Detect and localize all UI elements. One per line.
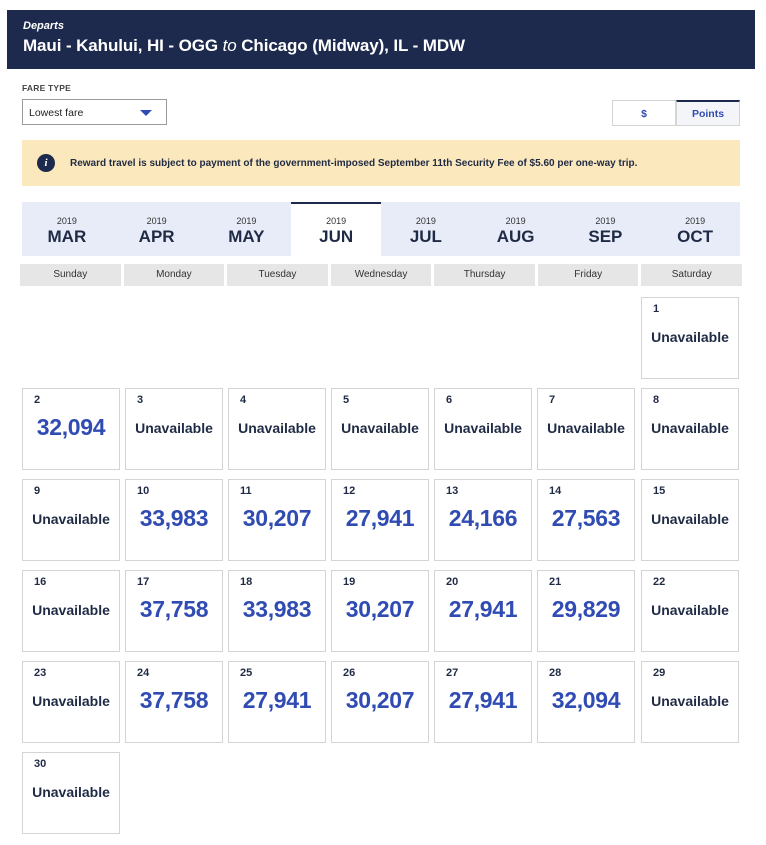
fare-points-value: 24,166	[448, 505, 518, 531]
month-tab-sep[interactable]	[561, 202, 651, 256]
month-tab-year: 2019	[595, 216, 616, 226]
fare-points-value: 27,941	[242, 687, 312, 713]
flight-header	[7, 10, 755, 69]
month-tab-year: 2019	[236, 216, 257, 226]
fare-type-label: FARE TYPE	[22, 83, 72, 93]
departs-label: Departs	[23, 20, 64, 32]
security-fee-notice	[22, 140, 740, 186]
route-title	[23, 35, 741, 57]
calendar-day-cell[interactable]	[22, 388, 120, 470]
day-number: 20	[446, 576, 459, 588]
fare-points-value: 32,094	[36, 414, 106, 440]
calendar-day-cell[interactable]	[22, 752, 120, 834]
month-tab-jul[interactable]	[381, 202, 471, 256]
day-number: 4	[240, 394, 247, 406]
calendar-day-cell[interactable]	[434, 388, 532, 470]
month-tab-name: JUL	[409, 227, 442, 246]
day-number: 21	[549, 576, 562, 588]
calendar-day-cell[interactable]	[22, 479, 120, 561]
day-number: 6	[446, 394, 453, 406]
fare-points-value: 33,983	[242, 596, 312, 622]
day-number: 7	[549, 394, 556, 406]
month-tabs	[22, 202, 740, 256]
calendar-day-cell[interactable]	[331, 388, 429, 470]
weekday-thursday: Thursday	[434, 264, 535, 286]
day-number: 5	[343, 394, 350, 406]
day-number: 15	[653, 485, 666, 497]
day-number: 29	[653, 667, 666, 679]
calendar-day-cell[interactable]	[641, 297, 739, 379]
day-number: 30	[34, 758, 47, 770]
calendar-day-cell[interactable]	[537, 570, 635, 652]
calendar-day-cell[interactable]	[228, 479, 326, 561]
unavailable-label: Unavailable	[341, 420, 419, 436]
month-tab-may[interactable]	[202, 202, 292, 256]
fare-points-value: 30,207	[242, 505, 312, 531]
fare-type-select[interactable]	[22, 99, 167, 125]
day-number: 19	[343, 576, 356, 588]
calendar-day-cell[interactable]	[125, 388, 223, 470]
fare-points-value: 27,941	[448, 596, 518, 622]
fare-points-value: 30,207	[345, 596, 415, 622]
destination-label: Chicago (Midway), IL - MDW	[241, 36, 465, 55]
day-number: 14	[549, 485, 562, 497]
unavailable-label: Unavailable	[651, 693, 729, 709]
calendar-day-cell[interactable]	[641, 661, 739, 743]
calendar-day-cell[interactable]	[641, 479, 739, 561]
day-number: 2	[34, 394, 41, 406]
day-number: 22	[653, 576, 666, 588]
day-number: 10	[137, 485, 150, 497]
fare-points-value: 27,941	[345, 505, 415, 531]
month-tab-year: 2019	[685, 216, 706, 226]
unavailable-label: Unavailable	[32, 784, 110, 800]
month-tab-year: 2019	[415, 216, 436, 226]
calendar-day-cell[interactable]	[641, 388, 739, 470]
fare-points-value: 29,829	[551, 596, 621, 622]
month-tab-aug[interactable]	[471, 202, 561, 256]
unavailable-label: Unavailable	[651, 602, 729, 618]
calendar-day-cell[interactable]	[434, 661, 532, 743]
weekday-wednesday: Wednesday	[331, 264, 432, 286]
calendar-day-cell[interactable]	[331, 661, 429, 743]
calendar-day-cell[interactable]	[434, 479, 532, 561]
day-number: 17	[137, 576, 150, 588]
fare-points-value: 27,563	[551, 505, 621, 531]
fare-points-value: 37,758	[139, 596, 209, 622]
month-tab-name: APR	[138, 227, 175, 246]
day-number: 24	[137, 667, 150, 679]
day-number: 26	[343, 667, 356, 679]
month-tab-year: 2019	[146, 216, 167, 226]
calendar-day-cell[interactable]	[228, 570, 326, 652]
fare-points-value: 27,941	[448, 687, 518, 713]
day-number: 11	[240, 485, 252, 497]
calendar-day-cell[interactable]	[228, 388, 326, 470]
calendar-day-cell[interactable]	[537, 479, 635, 561]
month-tab-name: MAY	[228, 227, 265, 246]
unavailable-label: Unavailable	[444, 420, 522, 436]
month-tab-apr[interactable]	[112, 202, 202, 256]
unavailable-label: Unavailable	[32, 511, 110, 527]
day-number: 3	[137, 394, 144, 406]
notice-text: Reward travel is subject to payment of the government-imposed September 11th Security Fee of $5.60 per one-way trip.	[70, 157, 638, 169]
month-tab-name: AUG	[496, 227, 535, 246]
weekday-header	[20, 264, 742, 286]
calendar-day-cell[interactable]	[331, 479, 429, 561]
unavailable-label: Unavailable	[651, 420, 729, 436]
calendar-day-cell[interactable]	[331, 570, 429, 652]
day-number: 18	[240, 576, 253, 588]
day-number: 23	[34, 667, 47, 679]
calendar-day-cell[interactable]	[125, 661, 223, 743]
info-icon: i	[37, 154, 55, 172]
day-number: 12	[343, 485, 356, 497]
month-tab-name: OCT	[677, 227, 714, 246]
unavailable-label: Unavailable	[135, 420, 213, 436]
month-tab-oct[interactable]	[650, 202, 740, 256]
fare-points-value: 30,207	[345, 687, 415, 713]
calendar-day-cell[interactable]	[537, 388, 635, 470]
points-toggle-button[interactable]: Points	[676, 100, 740, 126]
day-number: 8	[653, 394, 660, 406]
unavailable-label: Unavailable	[547, 420, 625, 436]
weekday-friday: Friday	[538, 264, 639, 286]
day-number: 16	[34, 576, 47, 588]
weekday-saturday: Saturday	[641, 264, 742, 286]
origin-label: Maui - Kahului, HI - OGG	[23, 36, 218, 55]
dollars-toggle-button[interactable]: $	[612, 100, 676, 126]
day-number: 9	[34, 485, 41, 497]
day-number: 1	[653, 303, 660, 315]
fare-points-value: 33,983	[139, 505, 209, 531]
month-tab-mar[interactable]	[22, 202, 112, 256]
unavailable-label: Unavailable	[32, 602, 110, 618]
day-number: 13	[446, 485, 459, 497]
chevron-down-icon	[140, 110, 152, 116]
route-connector: to	[222, 36, 237, 55]
calendar-day-cell[interactable]	[125, 479, 223, 561]
day-number: 25	[240, 667, 253, 679]
currency-toggle	[612, 100, 740, 126]
day-number: 28	[549, 667, 562, 679]
month-tab-name: SEP	[588, 227, 623, 246]
unavailable-label: Unavailable	[32, 693, 110, 709]
calendar-day-cell[interactable]	[434, 570, 532, 652]
weekday-monday: Monday	[124, 264, 225, 286]
calendar-day-cell[interactable]	[641, 570, 739, 652]
month-tab-name: JUN	[319, 227, 354, 246]
calendar-day-cell[interactable]	[22, 570, 120, 652]
fare-points-value: 37,758	[139, 687, 209, 713]
unavailable-label: Unavailable	[651, 329, 729, 345]
weekday-tuesday: Tuesday	[227, 264, 328, 286]
month-tab-jun[interactable]	[291, 202, 381, 256]
unavailable-label: Unavailable	[238, 420, 316, 436]
day-number: 27	[446, 667, 459, 679]
calendar-day-cell[interactable]	[22, 661, 120, 743]
fare-points-value: 32,094	[551, 687, 621, 713]
calendar-day-cell[interactable]	[228, 661, 326, 743]
month-tab-year: 2019	[56, 216, 77, 226]
month-tab-year: 2019	[326, 216, 347, 226]
month-tab-name: MAR	[47, 227, 87, 246]
weekday-sunday: Sunday	[20, 264, 121, 286]
calendar-day-cell[interactable]	[537, 661, 635, 743]
month-tab-year: 2019	[505, 216, 526, 226]
fare-type-selected-value: Lowest fare	[29, 107, 84, 119]
unavailable-label: Unavailable	[651, 511, 729, 527]
calendar-day-cell[interactable]	[125, 570, 223, 652]
